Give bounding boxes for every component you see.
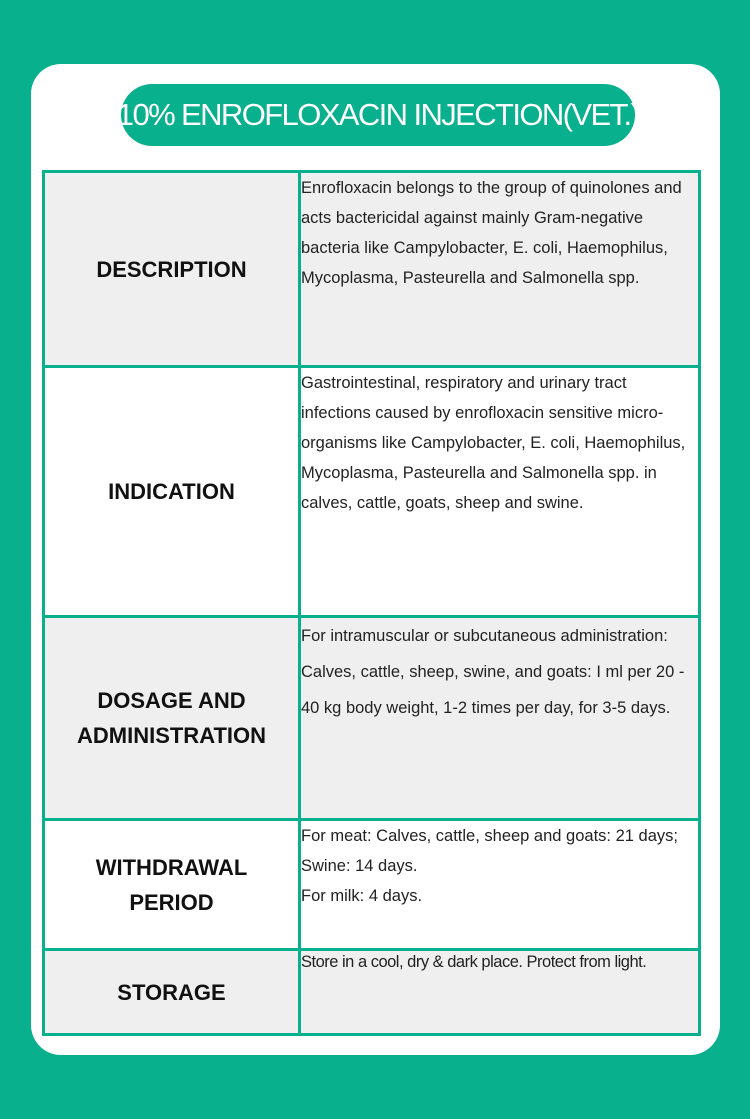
row-label-storage: STORAGE: [44, 950, 300, 1035]
row-text-storage: Store in a cool, dry & dark place. Protect from light.: [300, 950, 700, 1035]
table-row-dosage: [44, 617, 700, 820]
row-label-description: DESCRIPTION: [44, 172, 300, 367]
row-text-withdrawal: For meat: Calves, cattle, sheep and goats: 21 days; Swine: 14 days. For milk: 4 days.: [300, 820, 700, 950]
row-label-withdrawal: WITHDRAWAL PERIOD: [44, 820, 300, 950]
row-text-indication: Gastrointestinal, respiratory and urinary tract infections caused by enrofloxacin sensitive micro-organisms like Campylobacter, E. coli, Haemophilus, Mycoplasma, Pasteurella and Salmonella spp. in calves, cattle, goats, sheep and swine.: [300, 367, 700, 617]
row-text-description: Enrofloxacin belongs to the group of quinolones and acts bactericidal against mainly Gram-negative bacteria like Campylobacter, E. coli, Haemophilus, Mycoplasma, Pasteurella and Salmonella spp.: [300, 172, 700, 367]
row-text-dosage: For intramuscular or subcutaneous administration: Calves, cattle, sheep, swine, and goats: I ml per 20 - 40 kg body weight, 1-2 times per day, for 3-5 days.: [300, 617, 700, 820]
table-row-indication: [44, 367, 700, 617]
table-row-withdrawal: [44, 820, 700, 950]
row-label-dosage: DOSAGE AND ADMINISTRATION: [44, 617, 300, 820]
table-row-storage: [44, 950, 700, 1035]
table-row-description: [44, 172, 700, 367]
row-label-indication: INDICATION: [44, 367, 300, 617]
product-title: 10% ENROFLOXACIN INJECTION(VET.): [121, 84, 635, 146]
specification-table: [42, 170, 701, 1036]
